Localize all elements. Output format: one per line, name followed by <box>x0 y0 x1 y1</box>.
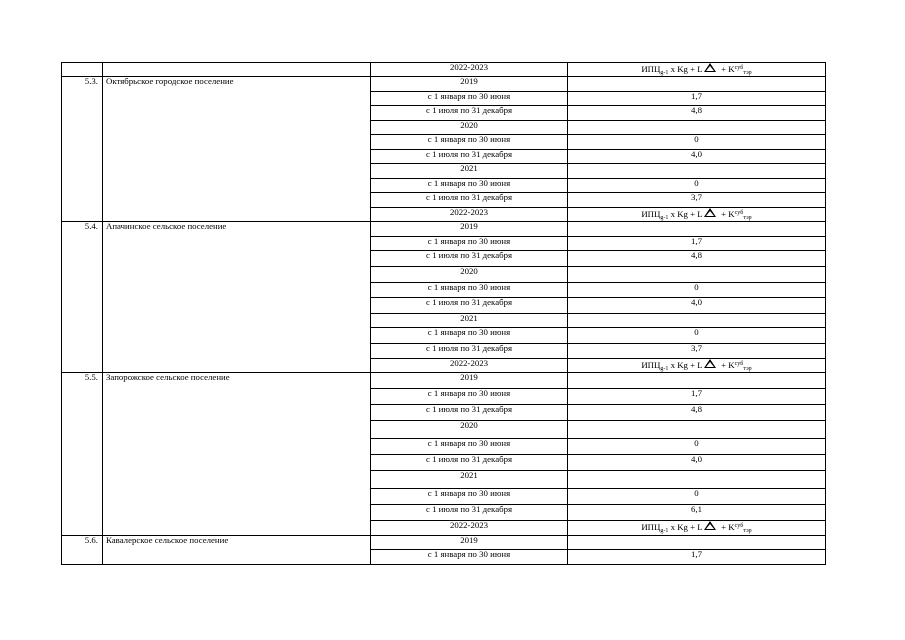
period-cell: с 1 июля по 31 декабря <box>371 455 568 471</box>
period-cell: 2020 <box>371 120 568 135</box>
formula-k-subscript: тэр <box>743 70 752 76</box>
period-cell: с 1 июля по 31 декабря <box>371 193 568 208</box>
period-cell: с 1 января по 30 июня <box>371 550 568 565</box>
index-value-cell <box>568 77 826 92</box>
formula-prefix-subscript: g-1 <box>660 214 669 221</box>
index-value-cell: 4,0 <box>568 455 826 471</box>
table-row <box>62 373 826 389</box>
period-cell: с 1 января по 30 июня <box>371 489 568 505</box>
index-value-cell <box>568 313 826 328</box>
index-value-cell <box>568 120 826 135</box>
index-value-cell <box>568 421 826 439</box>
index-value-cell: 1,7 <box>568 550 826 565</box>
period-cell: с 1 июля по 31 декабря <box>371 297 568 313</box>
row-number-cell: 5.3. <box>62 77 103 222</box>
tariff-formula <box>641 64 751 74</box>
delta-icon <box>704 521 716 530</box>
formula-middle: x Kg + L <box>668 359 703 370</box>
tariff-formula <box>641 360 751 370</box>
formula-k-superscript: сyб <box>734 360 744 367</box>
settlement-name-cell <box>103 63 371 77</box>
period-cell: 2021 <box>371 313 568 328</box>
index-value-cell: 4,8 <box>568 251 826 267</box>
formula-cell <box>568 521 826 536</box>
period-cell: 2019 <box>371 373 568 389</box>
index-value-cell: 4,0 <box>568 297 826 313</box>
index-value-cell: 0 <box>568 439 826 455</box>
formula-prefix-subscript: g-1 <box>660 528 669 534</box>
formula-plus: + K <box>716 359 735 370</box>
index-value-cell <box>568 373 826 389</box>
formula-prefix: ИПЦ <box>641 64 661 74</box>
period-cell: с 1 января по 30 июня <box>371 328 568 344</box>
formula-k-superscript: сyб <box>734 523 744 529</box>
formula-cell <box>568 207 826 222</box>
settlement-name-cell: Кавалерское сельское поселение <box>103 535 371 564</box>
formula-k-superscript: сyб <box>734 65 744 71</box>
formula-middle: x Kg + L <box>668 64 703 74</box>
formula-middle: x Kg + L <box>668 522 703 532</box>
formula-prefix: ИПЦ <box>641 359 661 370</box>
table-row <box>62 77 826 92</box>
formula-plus: + K <box>716 208 735 219</box>
period-cell: 2021 <box>371 471 568 489</box>
formula-middle: x Kg + L <box>668 208 703 219</box>
period-cell: 2020 <box>371 421 568 439</box>
settlement-name-cell: Октябрьское городское поселение <box>103 77 371 222</box>
index-value-cell <box>568 471 826 489</box>
settlement-name-cell: Запорожское сельское поселение <box>103 373 371 536</box>
index-value-cell: 1,7 <box>568 389 826 405</box>
table-row <box>62 535 826 550</box>
period-cell: с 1 июля по 31 декабря <box>371 149 568 164</box>
period-cell: 2022-2023 <box>371 521 568 536</box>
tariff-formula <box>641 209 751 219</box>
index-value-cell: 3,7 <box>568 344 826 359</box>
formula-k-subscript: тэр <box>743 365 752 372</box>
row-number-cell <box>62 63 103 77</box>
period-cell: с 1 июля по 31 декабря <box>371 505 568 521</box>
period-cell: 2022-2023 <box>371 207 568 222</box>
period-cell: 2020 <box>371 267 568 283</box>
index-value-cell: 4,0 <box>568 149 826 164</box>
period-cell: с 1 января по 30 июня <box>371 439 568 455</box>
period-cell: 2019 <box>371 77 568 92</box>
table-row <box>62 222 826 237</box>
formula-plus: + K <box>716 64 735 74</box>
index-value-cell: 1,7 <box>568 91 826 106</box>
tariff-table-body <box>62 63 826 565</box>
index-value-cell <box>568 164 826 179</box>
formula-plus: + K <box>716 522 735 532</box>
index-value-cell: 0 <box>568 283 826 298</box>
period-cell: с 1 января по 30 июня <box>371 236 568 251</box>
tariff-table-page <box>61 62 825 565</box>
formula-prefix-subscript: g-1 <box>660 70 669 76</box>
delta-icon <box>704 208 716 217</box>
period-cell: 2022-2023 <box>371 63 568 77</box>
formula-prefix-subscript: g-1 <box>660 365 669 372</box>
period-cell: 2019 <box>371 222 568 237</box>
formula-prefix: ИПЦ <box>641 522 661 532</box>
index-value-cell: 0 <box>568 135 826 150</box>
index-value-cell: 3,7 <box>568 193 826 208</box>
period-cell: с 1 июля по 31 декабря <box>371 344 568 359</box>
index-value-cell: 4,8 <box>568 106 826 121</box>
row-number-cell: 5.6. <box>62 535 103 564</box>
tariff-formula <box>641 522 751 532</box>
index-value-cell <box>568 222 826 237</box>
period-cell: с 1 января по 30 июня <box>371 135 568 150</box>
period-cell: 2019 <box>371 535 568 550</box>
period-cell: 2021 <box>371 164 568 179</box>
settlement-name-cell: Апачинское сельское поселение <box>103 222 371 373</box>
period-cell: с 1 июля по 31 декабря <box>371 106 568 121</box>
formula-cell <box>568 358 826 373</box>
period-cell: с 1 июля по 31 декабря <box>371 251 568 267</box>
tariff-table <box>61 62 826 565</box>
formula-k-subscript: тэр <box>743 528 752 534</box>
period-cell: с 1 января по 30 июня <box>371 178 568 193</box>
delta-icon <box>704 359 716 368</box>
formula-k-superscript: сyб <box>734 209 744 216</box>
row-number-cell: 5.4. <box>62 222 103 373</box>
index-value-cell: 0 <box>568 328 826 344</box>
table-row <box>62 63 826 77</box>
index-value-cell: 0 <box>568 489 826 505</box>
index-value-cell <box>568 535 826 550</box>
index-value-cell: 4,8 <box>568 405 826 421</box>
row-number-cell: 5.5. <box>62 373 103 536</box>
index-value-cell <box>568 267 826 283</box>
period-cell: с 1 июля по 31 декабря <box>371 405 568 421</box>
delta-icon <box>704 63 716 72</box>
index-value-cell: 6,1 <box>568 505 826 521</box>
period-cell: с 1 января по 30 июня <box>371 91 568 106</box>
formula-k-subscript: тэр <box>743 214 752 221</box>
period-cell: 2022-2023 <box>371 358 568 373</box>
formula-cell <box>568 63 826 77</box>
index-value-cell: 1,7 <box>568 236 826 251</box>
formula-prefix: ИПЦ <box>641 208 661 219</box>
index-value-cell: 0 <box>568 178 826 193</box>
period-cell: с 1 января по 30 июня <box>371 283 568 298</box>
period-cell: с 1 января по 30 июня <box>371 389 568 405</box>
